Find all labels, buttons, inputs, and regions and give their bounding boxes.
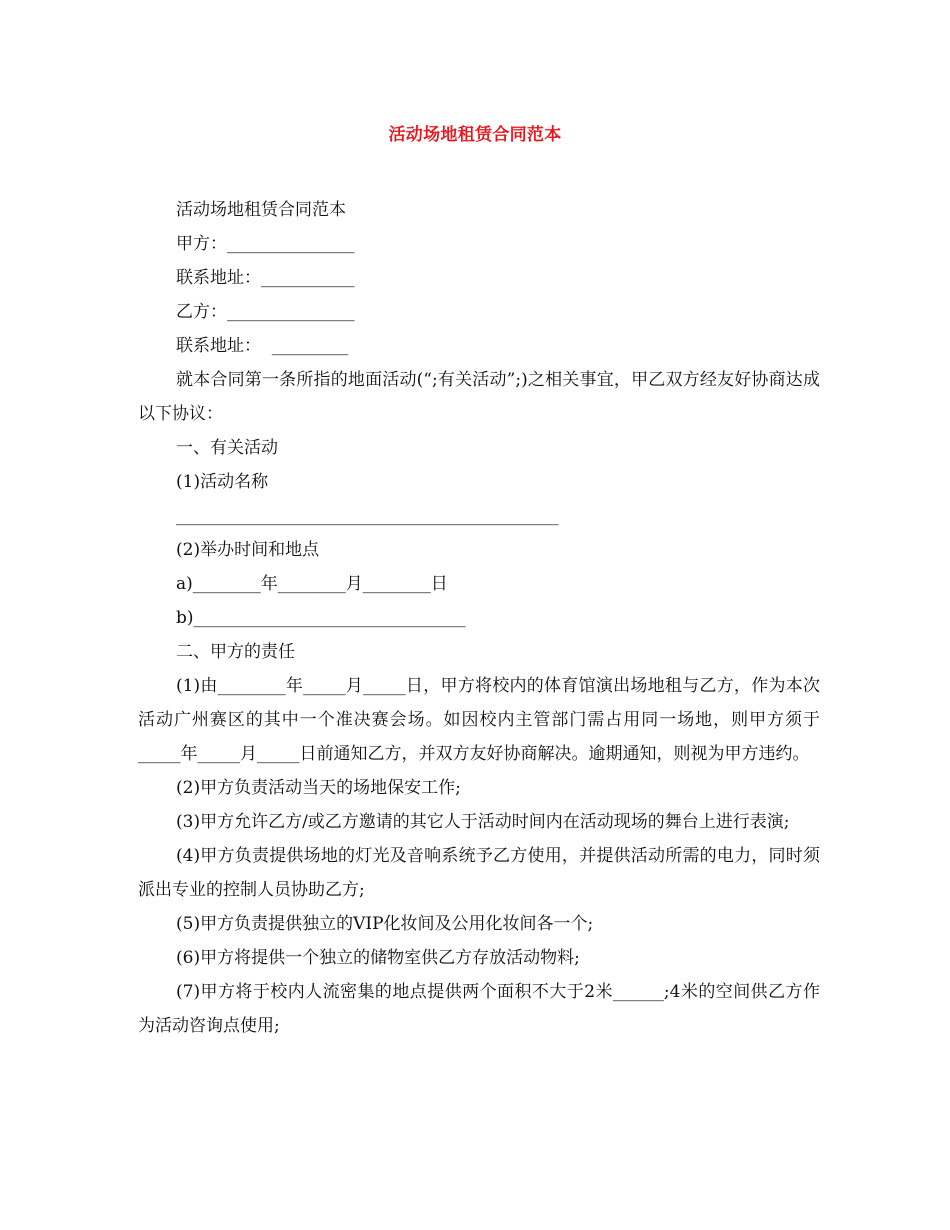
- agreement-intro: 就本合同第一条所指的地面活动(“;有关活动”;)之相关事宜，甲乙双方经友好协商达成以下协议：: [138, 370, 820, 424]
- party-a-address-field: 联系地址：___________: [176, 268, 355, 288]
- party-b-field: 乙方：_______________: [176, 302, 355, 322]
- duty-4: (4)甲方负责提供场地的灯光及音响系统予乙方使用，并提供活动所需的电力，同时须派出专业的控制人员协助乙方;: [138, 846, 820, 900]
- duty-1: (1)由________年_____月_____日，甲方将校内的体育馆演出场地租与乙方，作为本次活动广州赛区的其中一个准决赛会场。如因校内主管部门需占用同一场地，则甲方须于_____年_____月_____日前通知乙方，并双方友好协商解决。逾期通知，则视为甲方违约。: [138, 676, 820, 764]
- activity-name-blank: _____________________________________________: [176, 506, 559, 526]
- section-heading-party-a-duties: 二、甲方的责任: [176, 642, 295, 662]
- duty-7: (7)甲方将于校内人流密集的地点提供两个面积不大于2米______;4米的空间供乙方作为活动咨询点使用;: [138, 982, 820, 1036]
- date-blank: a)________年________月________日: [176, 574, 448, 594]
- duty-6: (6)甲方将提供一个独立的储物室供乙方存放活动物料;: [176, 948, 580, 968]
- party-a-field: 甲方：_______________: [176, 234, 355, 254]
- duty-5: (5)甲方负责提供独立的VIP化妆间及公用化妆间各一个;: [176, 914, 594, 934]
- party-b-address-field: 联系地址： _________: [176, 336, 349, 356]
- section-heading-activity: 一、有关活动: [176, 438, 278, 458]
- activity-name-label: (1)活动名称: [176, 472, 269, 492]
- duty-2: (2)甲方负责活动当天的场地保安工作;: [176, 778, 461, 798]
- document-body: [138, 193, 820, 1043]
- body-heading: 活动场地租赁合同范本: [176, 200, 346, 220]
- document-title: 活动场地租赁合同范本: [388, 125, 562, 145]
- duty-3: (3)甲方允许乙方/或乙方邀请的其它人于活动时间内在活动现场的舞台上进行表演;: [176, 812, 790, 832]
- place-blank: b)________________________________: [176, 608, 466, 628]
- time-place-label: (2)举办时间和地点: [176, 540, 320, 560]
